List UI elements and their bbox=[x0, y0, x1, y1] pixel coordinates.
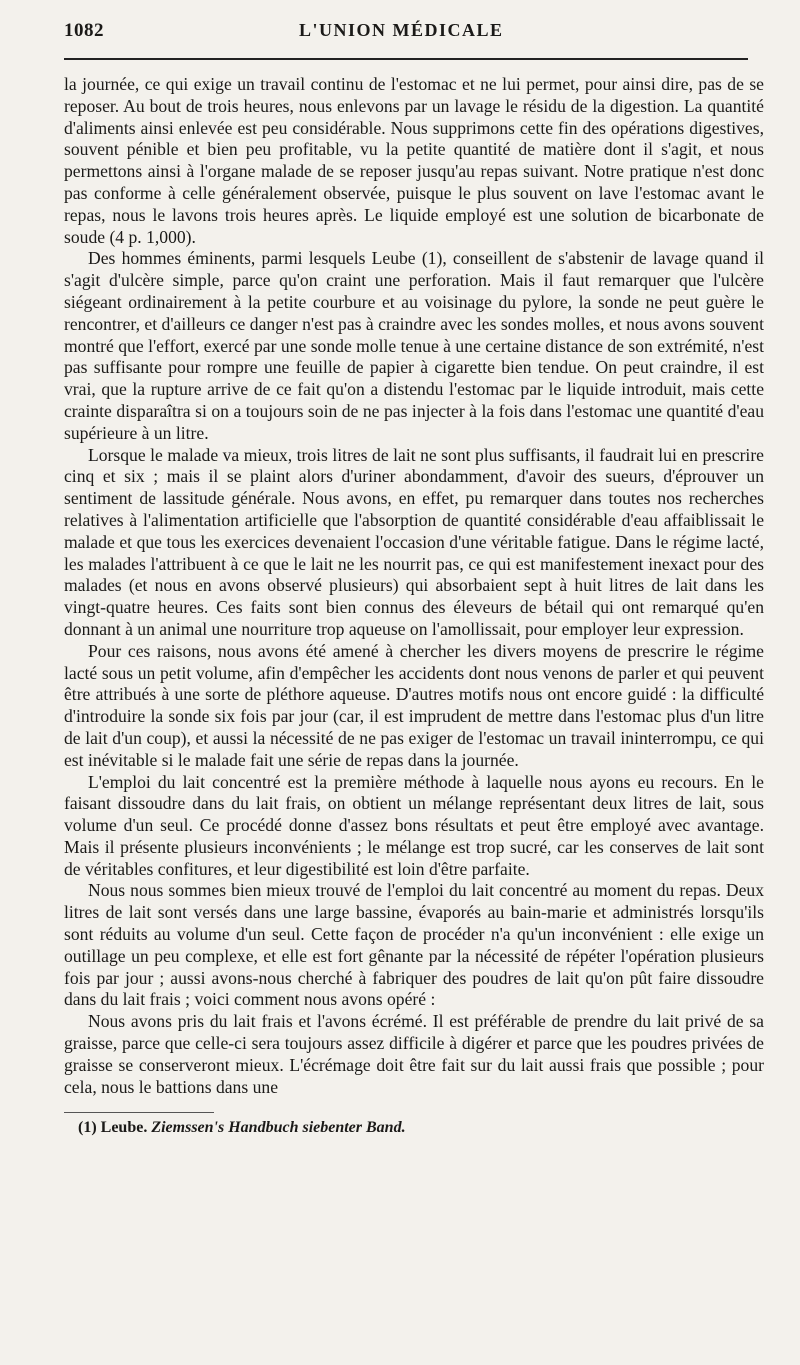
footnote-work: Ziemssen's Handbuch siebenter Band. bbox=[151, 1119, 406, 1137]
paragraph: Nous nous sommes bien mieux trouvé de l'emploi du lait concentré au moment du repas. Deux litres de lait sont versés dans une large bassine, évaporés au bain-marie et administrés lorsqu'ils sont réduits au volume d'un seul. Cette façon de procéder n'a qu'un inconvénient : elle exige un outillage un peu complexe, et elle est fort gênante par la nécessité de répéter l'opération plusieurs fois par jour ; aussi avons-nous cherché à fabriquer des poudres de lait qu'on pût faire dissoudre dans du lait frais ; voici comment nous avons opéré : bbox=[64, 880, 764, 1010]
footnote-marker: (1) Leube. bbox=[78, 1119, 148, 1137]
page-number: 1082 bbox=[64, 20, 104, 41]
paragraph: Nous avons pris du lait frais et l'avons écrémé. Il est préférable de prendre du lait privé de sa graisse, parce que celle-ci sera toujours assez difficile à digérer et parce que les poudres privées de graisse se conserveront mieux. L'écrémage doit être fait sur du lait aussi frais que possible ; pour cela, nous le battions dans une bbox=[64, 1011, 764, 1097]
header-rule bbox=[64, 58, 748, 60]
paragraph: Pour ces raisons, nous avons été amené à chercher les divers moyens de prescrire le régime lacté sous un petit volume, afin d'empêcher les accidents dont nous venons de parler et qui peuvent être attribués à une sorte de pléthore aqueuse. D'autres motifs nous ont encore guidé : la difficulté d'introduire la sonde six fois par jour (car, il est imprudent de mettre dans l'estomac plus d'un litre de lait d'un coup), et aussi la nécessité de ne pas exiger de l'estomac un travail ininterrompu, ce qui est inévitable si le malade fait une série de repas dans la journée. bbox=[64, 640, 764, 770]
article-body bbox=[64, 74, 764, 1098]
running-title: L'UNION MÉDICALE bbox=[299, 20, 504, 40]
paragraph: L'emploi du lait concentré est la première méthode à laquelle nous ayons eu recours. En le faisant dissoudre dans du lait frais, on obtient un mélange représentant deux litres de lait, sous volume d'un seul. Ce procédé donne d'assez bons résultats et peut être employé avec avantage. Mais il présente plusieurs inconvénients ; le mélange est trop sucré, car les conserves de lait sont de véritables confitures, et leur digestibilité est loin d'être parfaite. bbox=[64, 771, 764, 879]
footnote-rule bbox=[64, 1112, 214, 1113]
page-header bbox=[64, 20, 764, 52]
paragraph: Lorsque le malade va mieux, trois litres de lait ne sont plus suffisants, il faudrait lui en prescrire cinq et six ; mais il se plaint alors d'uriner abondamment, d'avoir des sueurs, d'éprouver un sentiment de lassitude générale. Nous avons, en effet, pu remarquer dans toutes nos recherches relatives à l'alimentation artificielle que l'absorption de quantité considérable d'eau affaiblissait le malade et que tous les exercices devenaient l'occasion d'une véritable fatigue. Dans le régime lacté, les malades l'attribuent à ce que le lait ne les nourrit pas, ce qui est manifestement inexact pour des malades (et nous en avons observé plusieurs) qui absorbaient sept à huit litres de lait dans les vingt-quatre heures. Ces faits sont bien connus des éleveurs de bétail qui ont remarqué qu'en donnant à un animal une nourriture trop aqueuse on l'amollissait, pour employer leur expression. bbox=[64, 444, 764, 639]
footnote bbox=[64, 1119, 764, 1137]
paragraph: Des hommes éminents, parmi lesquels Leube (1), conseillent de s'abstenir de lavage quand il s'agit d'ulcère simple, parce qu'on craint une perforation. Mais il faut remarquer que l'ulcère siégeant ordinairement à la petite courbure et au voisinage du pylore, la sonde ne peut guère le rencontrer, et d'ailleurs ce danger n'est pas à craindre avec les sondes molles, et nous avons souvent montré que l'effort, exercé par une sonde molle tenue à une certaine distance de son extrémité, n'est pas suffisante pour rompre une feuille de papier à cigarette bien tendue. On peut craindre, il est vrai, que la rupture arrive de ce fait qu'on a distendu l'estomac par le liquide introduit, mais cette crainte disparaîtra si on a toujours soin de ne pas injecter à la fois dans l'estomac une quantité d'eau supérieure à un litre. bbox=[64, 248, 764, 443]
paragraph: la journée, ce qui exige un travail continu de l'estomac et ne lui permet, pour ainsi dire, pas de se reposer. Au bout de trois heures, nous enlevons par un lavage le résidu de la digestion. La quantité d'aliments ainsi enlevée est peu considérable. Nous supprimons cette fin des opérations digestives, souvent pénible et bien peu profitable, vu la petite quantité de matière dont il s'agit, et nous permettons ainsi à l'organe malade de se reposer jusqu'au repas suivant. Notre pratique n'est donc pas conforme à celle généralement observée, puisque le plus souvent on lave l'estomac avant le repas, nous le lavons trois heures après. Le liquide employé est une solution de bicarbonate de soude (4 p. 1,000). bbox=[64, 74, 764, 247]
